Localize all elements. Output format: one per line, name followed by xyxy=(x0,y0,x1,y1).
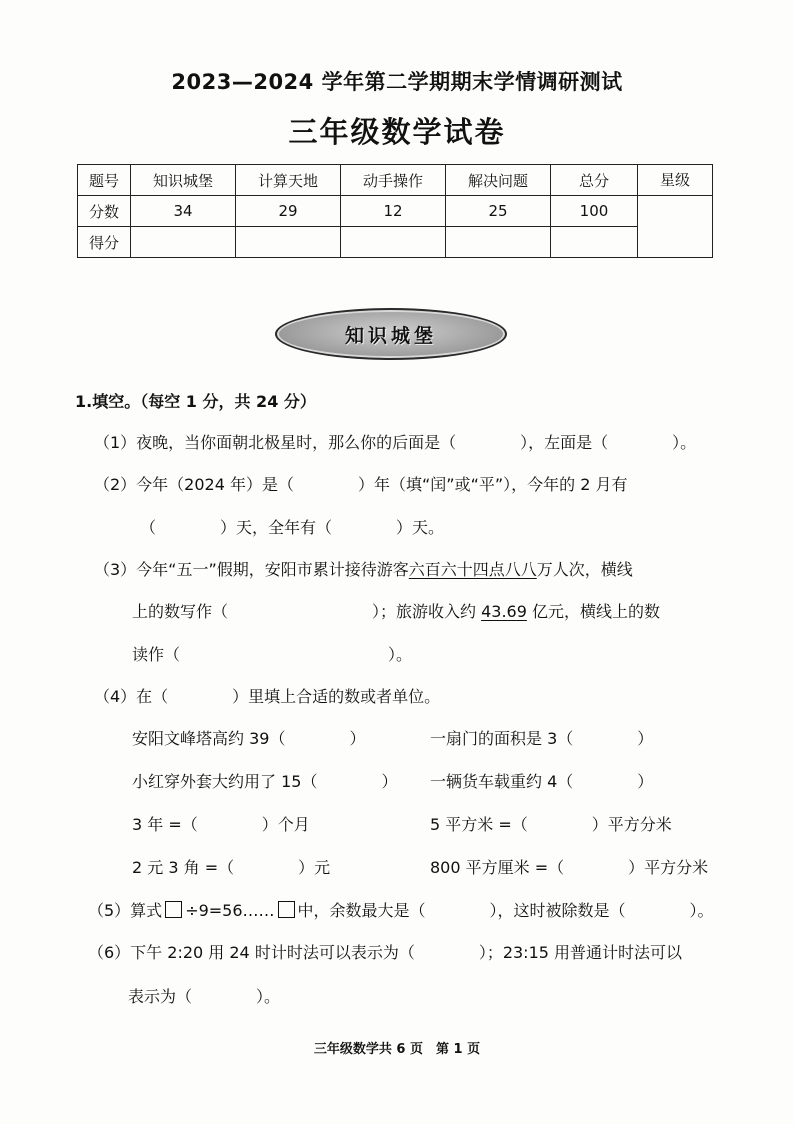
section-banner xyxy=(275,308,507,360)
score-table xyxy=(77,164,713,258)
star-rating-cell xyxy=(638,165,713,258)
remainder-blank-box xyxy=(278,901,295,918)
exam-subtitle: 三年级数学试卷 xyxy=(288,115,506,149)
unit-item-right: 一辆货车载重约 4（ ） xyxy=(430,772,654,791)
earned-cell xyxy=(131,227,236,258)
points-cell: 29 xyxy=(236,196,341,227)
header-cell: 知识城堡 xyxy=(131,165,236,196)
row-label: 得分 xyxy=(78,227,131,258)
section-banner-label: 知识城堡 xyxy=(344,324,437,347)
points-cell: 25 xyxy=(446,196,551,227)
exam-header-title: 2023—2024 学年第二学期期末学情调研测试 xyxy=(171,70,623,94)
text-segment: 亿元，横线上的数 xyxy=(526,602,660,621)
question-1-part-2-line-2: （ ）天，全年有（ ）天。 xyxy=(140,518,445,537)
unit-item-right: 一扇门的面积是 3（ ） xyxy=(430,729,654,748)
underlined-number-words: 六百六十四点八八 xyxy=(408,560,537,579)
question-1-title: 1.填空。（每空 1 分，共 24 分） xyxy=(75,392,316,411)
text-segment: ÷9=56…… xyxy=(185,901,275,920)
unit-item-left: 3 年 =（ ）个月 xyxy=(132,815,310,834)
text-segment: 上的数写作（ ）；旅游收入约 xyxy=(132,602,482,621)
unit-item-right: 5 平方米 =（ ）平方分米 xyxy=(430,815,672,834)
header-cell: 计算天地 xyxy=(236,165,341,196)
header-cell: 总分 xyxy=(551,165,638,196)
text-segment: （5）算式 xyxy=(88,901,163,920)
earned-cell xyxy=(341,227,446,258)
question-1-part-3-line-3: 读作（ ）。 xyxy=(132,645,413,664)
unit-item-right: 800 平方厘米 =（ ）平方分米 xyxy=(430,858,709,877)
header-cell: 星级 xyxy=(638,165,712,196)
points-cell: 12 xyxy=(341,196,446,227)
header-cell: 题号 xyxy=(78,165,131,196)
earned-cell xyxy=(446,227,551,258)
score-table-points-row xyxy=(78,196,713,227)
header-cell: 动手操作 xyxy=(341,165,446,196)
row-label: 分数 xyxy=(78,196,131,227)
points-cell: 100 xyxy=(551,196,638,227)
score-table-header-row xyxy=(78,165,713,196)
question-1-part-5 xyxy=(88,898,714,921)
unit-item-left: 2 元 3 角 =（ ）元 xyxy=(132,858,331,877)
question-1-part-1: （1）夜晚，当你面朝北极星时，那么你的后面是（ ），左面是（ ）。 xyxy=(94,433,697,452)
question-1-part-2-line-1: （2）今年（2024 年）是（ ）年（填“闰”或“平”），今年的 2 月有 xyxy=(94,475,628,494)
text-segment: 中，余数最大是（ ），这时被除数是（ ）。 xyxy=(297,901,714,920)
underlined-number: 43.69 xyxy=(481,602,527,621)
question-1-part-3-line-2 xyxy=(132,599,660,622)
dividend-blank-box xyxy=(165,901,182,918)
earned-cell xyxy=(551,227,638,258)
score-table-earned-row xyxy=(78,227,713,258)
earned-cell xyxy=(236,227,341,258)
text-segment: 万人次，横线 xyxy=(536,560,633,579)
page-footer: 三年级数学共 6 页 第 1 页 xyxy=(313,1042,481,1057)
question-1-part-6-line-1: （6）下午 2:20 用 24 时计时法可以表示为（ ）；23:15 用普通计时法可以 xyxy=(88,943,683,962)
question-1-part-3-line-1 xyxy=(94,557,633,580)
unit-item-left: 小红穿外套大约用了 15（ ） xyxy=(132,772,398,791)
text-segment: （3）今年“五一”假期，安阳市累计接待游客 xyxy=(94,560,409,579)
question-1-part-4: （4）在（ ）里填上合适的数或者单位。 xyxy=(94,687,441,706)
question-1-part-6-line-2: 表示为（ ）。 xyxy=(128,987,281,1006)
points-cell: 34 xyxy=(131,196,236,227)
unit-item-left: 安阳文峰塔高约 39（ ） xyxy=(132,729,366,748)
header-cell: 解决问题 xyxy=(446,165,551,196)
